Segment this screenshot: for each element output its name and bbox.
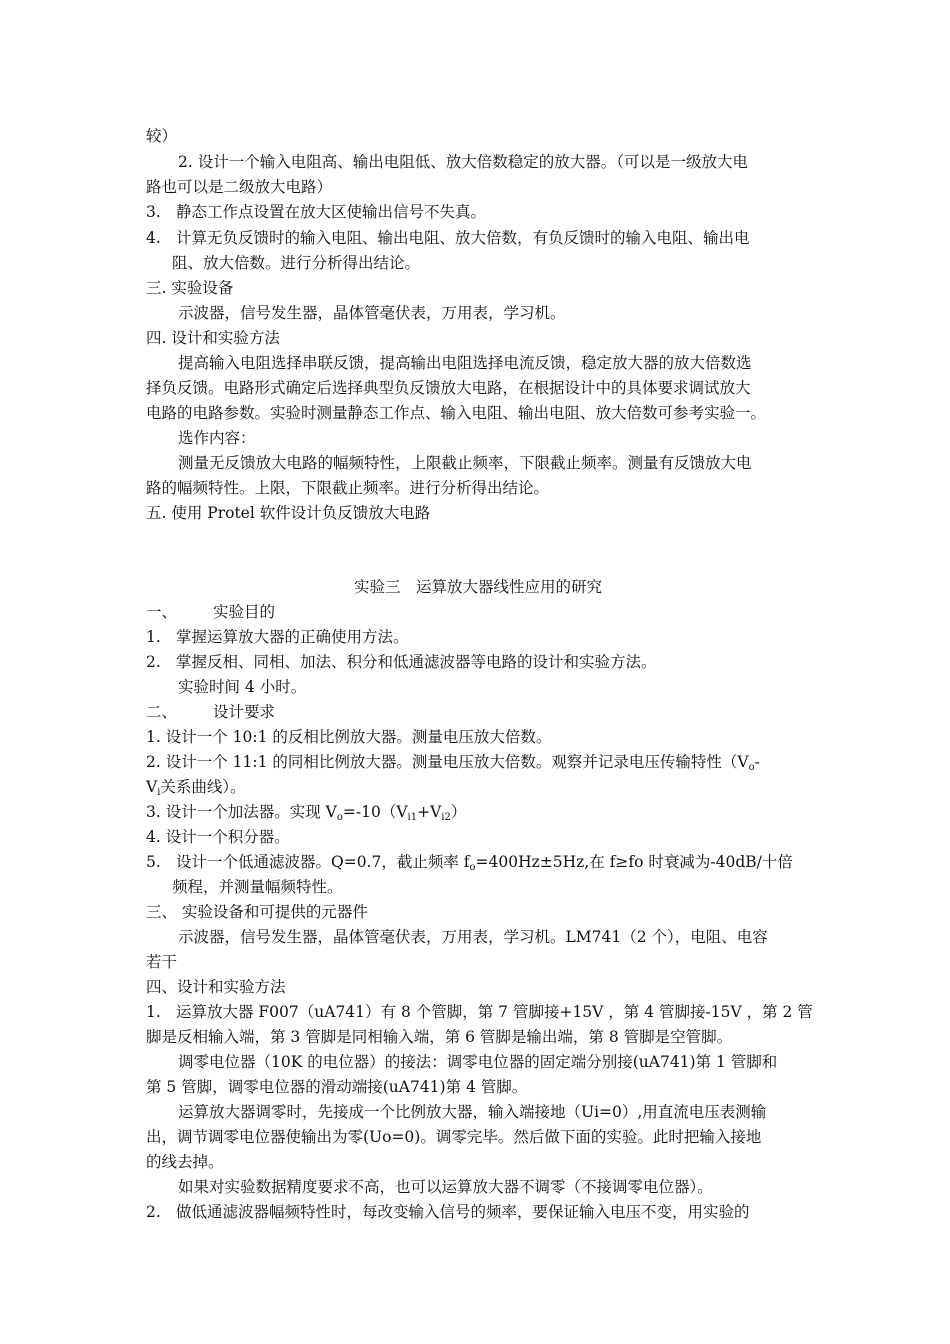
text-line: 电路的电路参数。实验时测量静态工作点、输入电阻、输出电阻、放大倍数可参考实验一。 [146,404,767,422]
text-line: 4. 设计一个积分器。 [146,828,290,846]
subscript: o [469,862,476,873]
list-number: 5. [146,853,161,871]
section-heading: 五. 使用 Protel 软件设计负反馈放大电路 [146,504,431,522]
section-number: 二、 [146,703,178,721]
text-run: +V [417,803,442,821]
list-number: 3. [146,203,161,221]
text-line: 调零电位器（10K 的电位器）的接法：调零电位器的固定端分别接(uA741)第 1 管脚和 [178,1053,778,1071]
text-line: 1. 设计一个 10:1 的反相比例放大器。测量电压放大倍数。 [146,728,552,746]
text-line: 较） [146,127,178,145]
experiment-title: 实验三 运算放大器线性应用的研究 [353,578,602,596]
subscript: i1 [407,812,418,823]
text-line: 频程，并测量幅频特性。 [172,878,343,896]
text-line [146,775,810,799]
list-item [146,850,810,874]
text-line: 脚是反相输入端，第 3 管脚是同相输入端，第 6 管脚是输出端，第 8 管脚是空管脚。 [146,1028,733,1046]
list-number: 1. [146,628,161,646]
text-line: 测量无反馈放大电路的幅频特性，上限截止频率，下限截止频率。测量有反馈放大电 [178,454,752,472]
text-run: =400Hz±5Hz,在 f≥fo 时衰减为-40dB/十倍 [475,853,793,871]
text-line: 若干 [146,953,178,971]
text-run: ） [450,803,467,821]
text-line: 的线去掉。 [146,1153,224,1171]
list-item [146,625,810,649]
list-text: 运算放大器 F007（uA741）有 8 个管脚，第 7 管脚接+15V ，第 4 管脚接-15V ，第 2 管 [176,1003,813,1021]
text-run: 3. 设计一个加法器。实现 V [146,803,337,821]
text-line: 提高输入电阻选择串联反馈，提高输出电阻选择电流反馈，稳定放大器的放大倍数选 [178,354,752,372]
section-heading: 四. 设计和实验方法 [146,329,280,347]
subscript: i2 [441,812,451,823]
section-label: 设计要求 [213,703,276,721]
text-run: 关系曲线）。 [160,778,246,796]
text-line: 示波器，信号发生器，晶体管毫伏表，万用表，学习机。 [178,304,566,322]
subscript: o [336,812,343,823]
list-text: 掌握反相、同相、加法、积分和低通滤波器等电路的设计和实验方法。 [176,653,657,671]
text-line: 2. 设计一个输入电阻高、输出电阻低、放大倍数稳定的放大器。（可以是一级放大电 [178,153,748,171]
section-label: 实验目的 [213,603,276,621]
list-number: 4. [146,229,161,247]
text-line: 路的幅频特性。上限，下限截止频率。进行分析得出结论。 [146,479,550,497]
list-number: 2. [146,653,161,671]
text-line: 如果对实验数据精度要求不高，也可以运算放大器不调零（不接调零电位器）。 [178,1178,713,1196]
text-line [146,800,810,824]
list-text: 静态工作点设置在放大区使输出信号不失真。 [176,203,487,221]
text-line: 择负反馈。电路形式确定后选择典型负反馈放大电路，在根据设计中的具体要求调试放大 [146,379,751,397]
list-number: 1. [146,1003,161,1021]
text-line: 阻、放大倍数。进行分析得出结论。 [172,254,421,272]
list-item [146,200,810,224]
text-line: 示波器，信号发生器，晶体管毫伏表，万用表，学习机。LM741（2 个），电阻、电容 [178,928,768,946]
text-line: 运算放大器调零时，先接成一个比例放大器，输入端接地（Ui=0）,用直流电压表测输 [178,1103,767,1121]
list-text: 掌握运算放大器的正确使用方法。 [176,628,409,646]
section-heading [146,600,810,624]
list-item [146,1000,813,1024]
section-heading: 三、 实验设备和可提供的元器件 [146,903,368,921]
subscript: i [157,787,161,798]
text-line: 路也可以是二级放大电路） [146,178,333,196]
text-run: 2. 设计一个 11:1 的同相比例放大器。测量电压放大倍数。观察并记录电压传输特性（V [146,753,749,771]
text-line: 第 5 管脚，调零电位器的滑动端接(uA741)第 4 管脚。 [146,1078,528,1096]
section-heading [146,700,810,724]
section-number: 一、 [146,603,178,621]
text-run: =-10（V [342,803,408,821]
text-line: 实验时间 4 小时。 [178,678,307,696]
text-line: 出，调节调零电位器使输出为零(Uo=0)。调零完毕。然后做下面的实验。此时把输入接地 [146,1128,762,1146]
list-item [146,650,810,674]
text-line [146,750,810,774]
list-item [146,226,810,250]
list-item [146,1200,810,1224]
text-run: V [146,778,158,796]
text-line: 选作内容： [178,429,256,447]
text-run: 设计一个低通滤波器。Q=0.7，截止频率 f [176,853,470,871]
subscript: o [748,762,755,773]
text-run: - [754,753,760,771]
section-heading: 三. 实验设备 [146,279,234,297]
list-text: 做低通滤波器幅频特性时，每改变输入信号的频率，要保证输入电压不变，用实验的 [176,1203,750,1221]
list-number: 2. [146,1203,161,1221]
list-text: 计算无负反馈时的输入电阻、输出电阻、放大倍数，有负反馈时的输入电阻、输出电 [176,229,750,247]
section-heading: 四、设计和实验方法 [146,978,286,996]
